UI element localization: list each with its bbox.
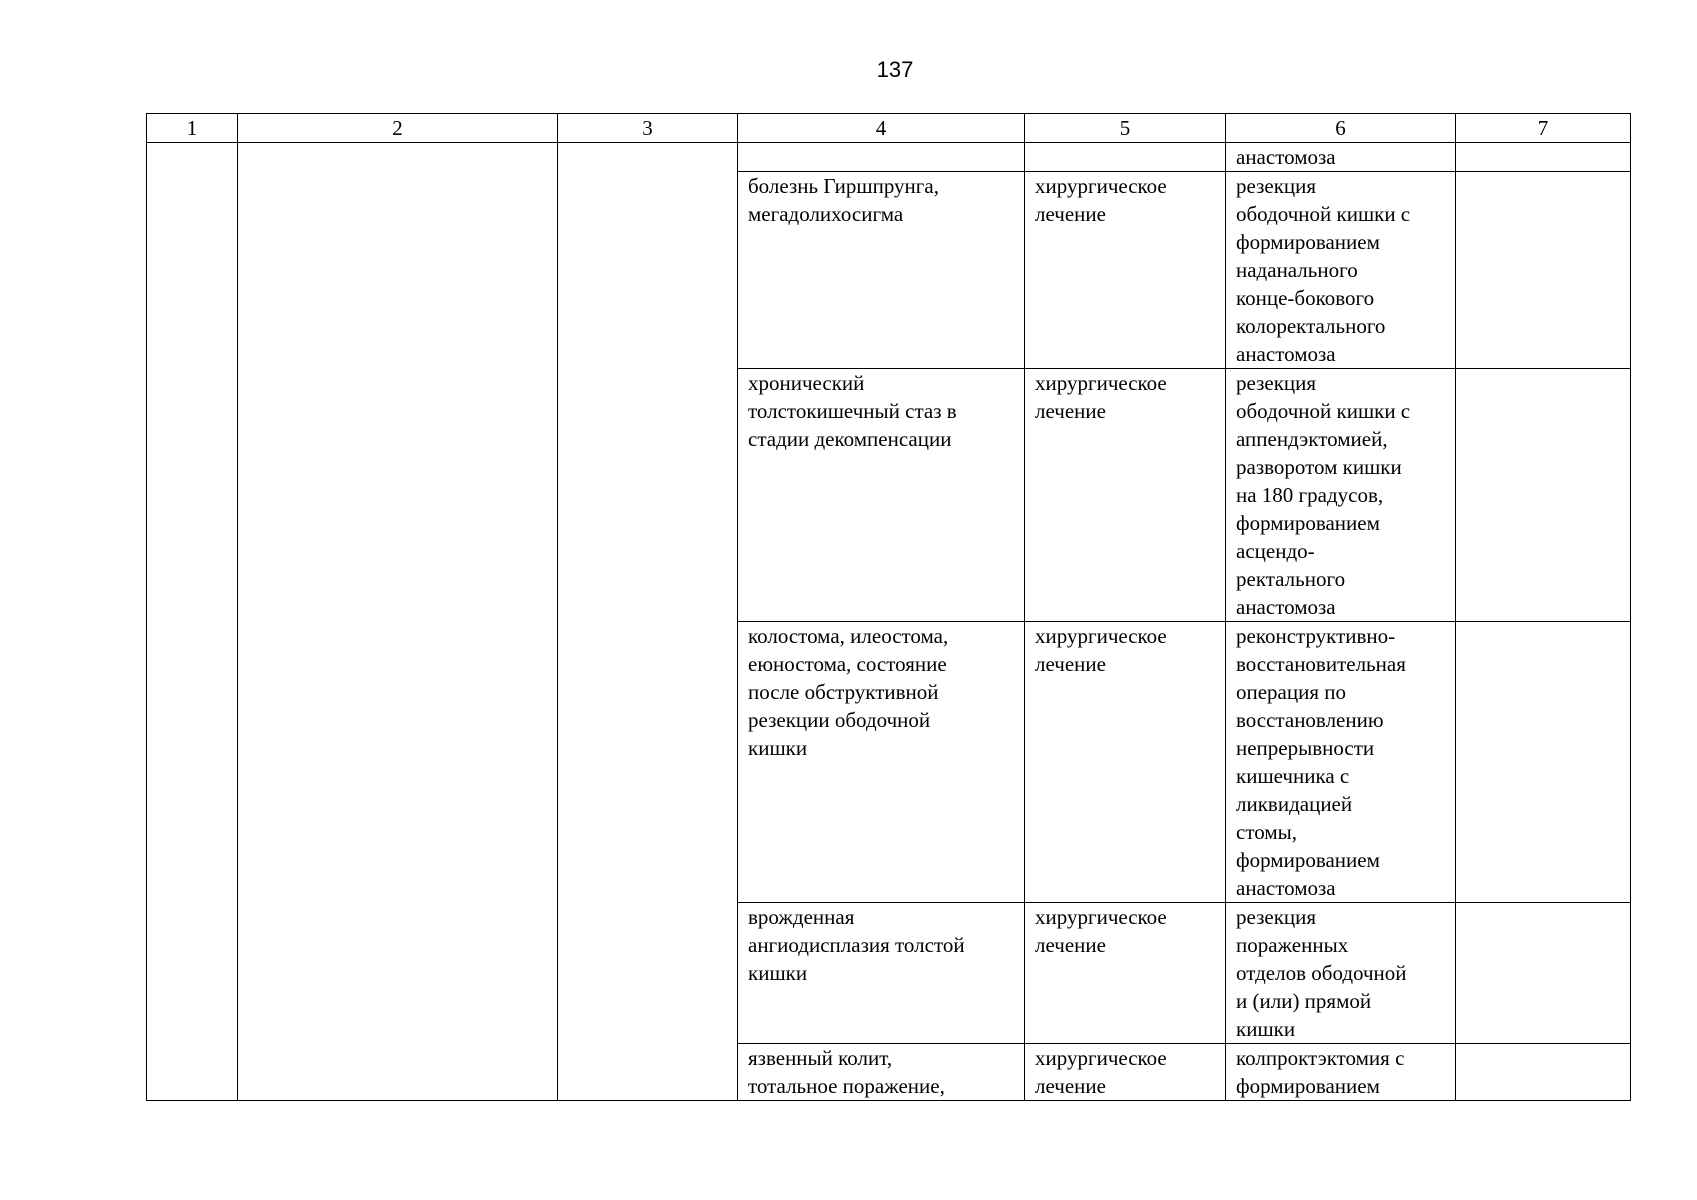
- empty-cell-col7: [1456, 903, 1631, 1044]
- column-number-row: [147, 114, 1631, 143]
- treatment-method-cell: резекция ободочной кишки с формированием наданального конце-бокового колоректального анастомоза: [1226, 172, 1456, 369]
- treatment-type-cell: хирургическое лечение: [1025, 622, 1226, 903]
- column-header-5: 5: [1025, 114, 1226, 143]
- disease-cell: хронический толстокишечный стаз в стадии декомпенсации: [738, 369, 1025, 622]
- disease-cell: [738, 143, 1025, 172]
- empty-cell-col2: [238, 143, 558, 1101]
- disease-cell: врожденная ангиодисплазия толстой кишки: [738, 903, 1025, 1044]
- page-number: 137: [876, 57, 914, 82]
- column-header-7: 7: [1456, 114, 1631, 143]
- disease-cell: колостома, илеостома, еюностома, состояние после обструктивной резекции ободочной кишки: [738, 622, 1025, 903]
- treatment-method-cell: колпроктэктомия с формированием: [1226, 1044, 1456, 1101]
- empty-cell-col7: [1456, 172, 1631, 369]
- treatment-method-cell: анастомоза: [1226, 143, 1456, 172]
- treatment-type-cell: хирургическое лечение: [1025, 903, 1226, 1044]
- disease-cell: болезнь Гиршпрунга, мегадолихосигма: [738, 172, 1025, 369]
- empty-cell-col7: [1456, 622, 1631, 903]
- treatment-type-cell: хирургическое лечение: [1025, 369, 1226, 622]
- treatment-type-cell: хирургическое лечение: [1025, 1044, 1226, 1101]
- column-header-1: 1: [147, 114, 238, 143]
- column-header-4: 4: [738, 114, 1025, 143]
- disease-cell: язвенный колит, тотальное поражение,: [738, 1044, 1025, 1101]
- table-row: [147, 143, 1631, 172]
- empty-cell-col1: [147, 143, 238, 1101]
- empty-cell-col3: [558, 143, 738, 1101]
- treatment-type-cell: хирургическое лечение: [1025, 172, 1226, 369]
- treatment-method-cell: реконструктивно- восстановительная операция по восстановлению непрерывности кишечника с ликвидацией стомы, формированием анастомоза: [1226, 622, 1456, 903]
- empty-cell-col7: [1456, 143, 1631, 172]
- treatment-method-cell: резекция пораженных отделов ободочной и (или) прямой кишки: [1226, 903, 1456, 1044]
- treatment-type-cell: [1025, 143, 1226, 172]
- medical-care-table: [146, 113, 1631, 1101]
- column-header-3: 3: [558, 114, 738, 143]
- column-header-6: 6: [1226, 114, 1456, 143]
- column-header-2: 2: [238, 114, 558, 143]
- empty-cell-col7: [1456, 1044, 1631, 1101]
- empty-cell-col7: [1456, 369, 1631, 622]
- treatment-method-cell: резекция ободочной кишки с аппендэктомией, разворотом кишки на 180 градусов, формированием асцендо- ректального анастомоза: [1226, 369, 1456, 622]
